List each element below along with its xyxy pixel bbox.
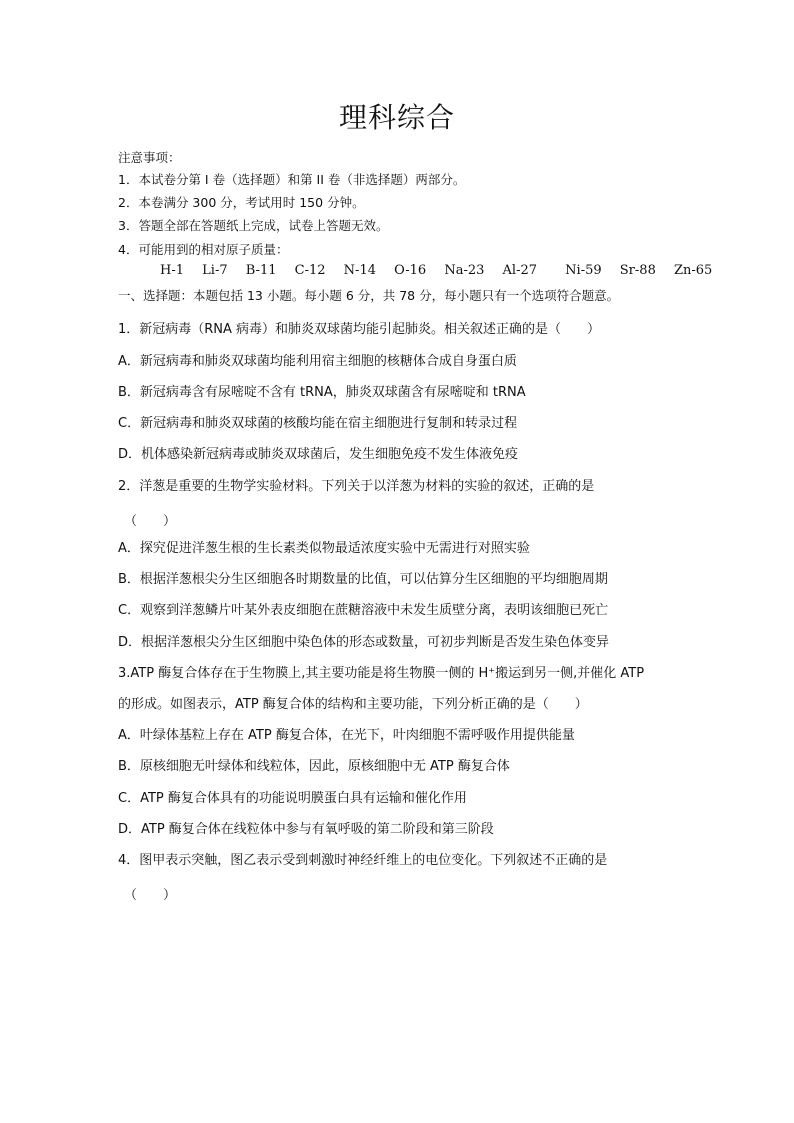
question-1-option-d: D．机体感染新冠病毒或肺炎双球菌后，发生细胞免疫不发生体液免疫 (118, 447, 519, 462)
question-4-stem: 4．图甲表示突触，图乙表示受到刺激时神经纤维上的电位变化。下列叙述不正确的是 (118, 853, 608, 868)
question-3-option-a: A．叶绿体基粒上存在 ATP 酶复合体，在光下，叶肉细胞不需呼吸作用提供能量 (118, 728, 575, 743)
section-heading: 一、选择题：本题包括 13 小题。每小题 6 分，共 78 分，每小题只有一个选项符合题意。 (118, 288, 620, 303)
question-1-option-a: A．新冠病毒和肺炎双球菌均能利用宿主细胞的核糖体合成自身蛋白质 (118, 354, 517, 369)
notice-item-4: 4．可能用到的相对原子质量： (118, 242, 289, 257)
question-2-option-d: D．根据洋葱根尖分生区细胞中染色体的形态或数量，可初步判断是否发生染色体变异 (118, 635, 610, 650)
atomic-mass: Na-23 (444, 263, 485, 278)
question-2-option-c: C．观察到洋葱鳞片叶某外表皮细胞在蔗糖溶液中未发生质壁分离，表明该细胞已死亡 (118, 603, 609, 618)
atomic-mass: Sr-88 (619, 263, 656, 278)
atomic-mass: H-1 (160, 263, 185, 278)
question-2-stem: 2．洋葱是重要的生物学实验材料。下列关于以洋葱为材料的实验的叙述，正确的是 (118, 479, 595, 494)
notice-item-2: 2．本卷满分 300 分，考试用时 150 分钟。 (118, 195, 365, 210)
atomic-mass: O-16 (394, 263, 427, 278)
atomic-mass: Al-27 (502, 263, 538, 278)
page-title: 理科综合 (338, 101, 455, 134)
question-3-stem-line-1: 3.ATP 酶复合体存在于生物膜上,其主要功能是将生物膜一侧的 H⁺搬运到另一侧,并催化 ATP (118, 666, 645, 681)
question-2-answer-paren: （ ） (124, 514, 177, 529)
notice-item-3: 3．答题全部在答题纸上完成，试卷上答题无效。 (118, 218, 389, 233)
question-3-option-d: D．ATP 酶复合体在线粒体中参与有氧呼吸的第二阶段和第三阶段 (118, 822, 494, 837)
question-2-option-a: A．探究促进洋葱生根的生长素类似物最适浓度实验中无需进行对照实验 (118, 541, 530, 556)
question-4-answer-paren: （ ） (124, 888, 177, 903)
atomic-mass: B-11 (245, 263, 277, 278)
question-2-option-b: B．根据洋葱根尖分生区细胞各时期数量的比值，可以估算分生区细胞的平均细胞周期 (118, 572, 608, 587)
question-3-option-c: C．ATP 酶复合体具有的功能说明膜蛋白具有运输和催化作用 (118, 791, 467, 806)
notice-item-1: 1．本试卷分第 I 卷（选择题）和第 II 卷（非选择题）两部分。 (118, 172, 466, 187)
notice-heading: 注意事项： (118, 150, 181, 165)
atomic-mass: Zn-65 (673, 263, 713, 278)
atomic-mass: Li-7 (202, 263, 228, 278)
atomic-mass: N-14 (343, 263, 376, 278)
atomic-mass: C-12 (294, 263, 326, 278)
question-1-option-b: B．新冠病毒含有尿嘧啶不含有 tRNA，肺炎双球菌含有尿嘧啶和 tRNA (118, 385, 526, 400)
question-1-option-c: C．新冠病毒和肺炎双球菌的核酸均能在宿主细胞进行复制和转录过程 (118, 416, 518, 431)
question-1-stem: 1．新冠病毒（RNA 病毒）和肺炎双球菌均能引起肺炎。相关叙述正确的是（ ） (118, 322, 601, 337)
question-3-option-b: B．原核细胞无叶绿体和线粒体，因此，原核细胞中无 ATP 酶复合体 (118, 759, 510, 774)
atomic-masses-row (160, 263, 726, 278)
atomic-mass: Ni-59 (565, 263, 602, 278)
question-3-stem-line-2: 的形成。如图表示，ATP 酶复合体的结构和主要功能，下列分析正确的是（ ） (118, 697, 588, 712)
